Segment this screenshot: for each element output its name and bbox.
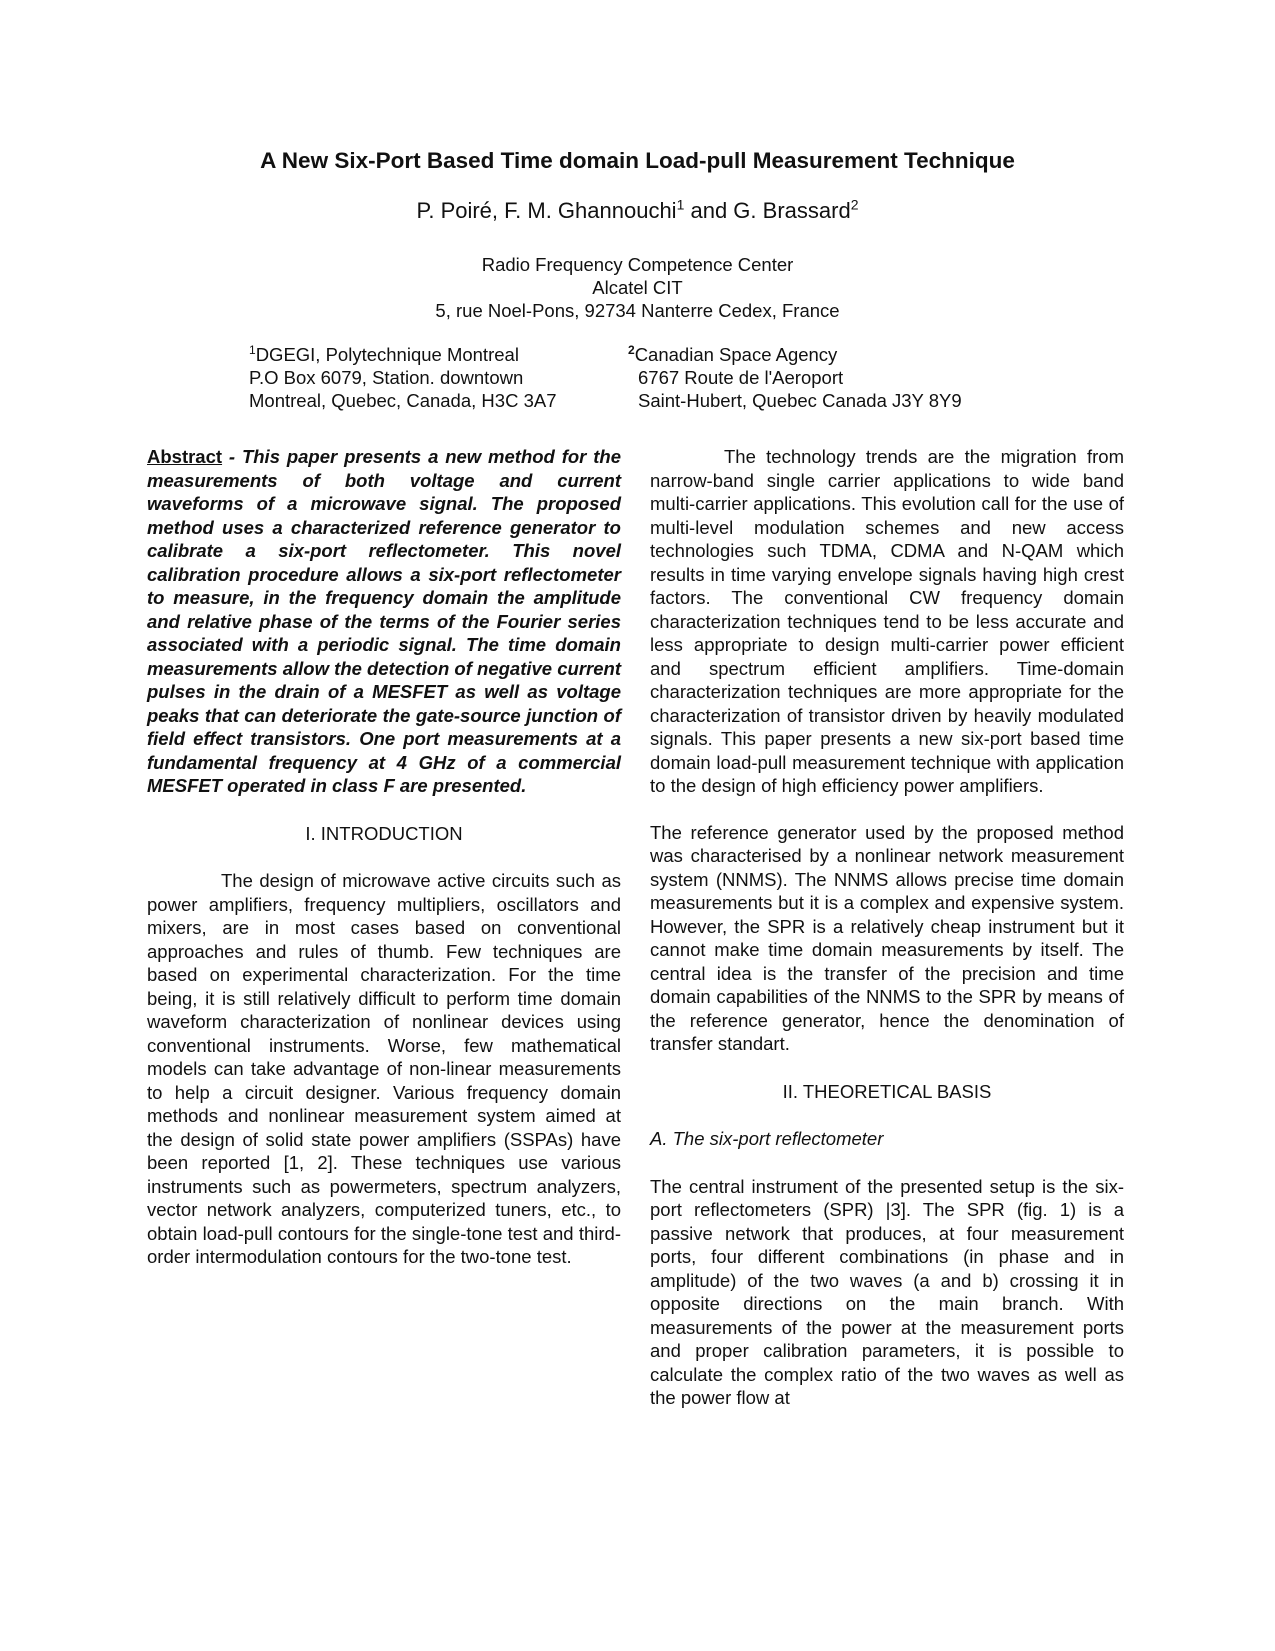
introduction-paragraph-3: The reference generator used by the proposed method was characterised by a nonlinear network measurement system (NNMS). The NNMS allows precise time domain measurements but it is a complex and expensive system. However, the SPR is a relatively cheap instrument but it cannot make time domain measurements by itself. The central idea is the transfer of the precision and time domain capabilities of the NNMS to the SPR by means of the reference generator, hence the denomination of transfer standart. xyxy=(650,821,1124,1054)
affiliation-2-marker: 2 xyxy=(628,342,635,357)
right-column xyxy=(650,445,1124,1410)
affiliation-1-line-1: DGEGI, Polytechnique Montreal xyxy=(255,344,519,365)
affiliation-1-line-2: P.O Box 6079, Station. downtown xyxy=(249,367,524,388)
introduction-paragraph-2: The technology trends are the migration from narrow-band single carrier applications to wide band multi-carrier applications. This evolution call for the use of multi-level modulation schemes and new access technologies such TDMA, CDMA and N-QAM which results in time varying envelope signals having high crest factors. The conventional CW frequency domain characterization techniques tend to be less accurate and less appropriate to design multi-carrier power efficient and spectrum efficient amplifiers. Time-domain characterization techniques are more appropriate for the characterization of transistor driven by heavily modulated signals. This paper presents a new six-port based time domain load-pull measurement technique with application to the design of high efficiency power amplifiers. xyxy=(650,446,1124,796)
abstract-separator: - xyxy=(222,446,242,467)
affiliation-1 xyxy=(249,343,556,412)
paper-title: A New Six-Port Based Time domain Load-pull Measurement Technique xyxy=(260,148,1015,173)
abstract xyxy=(147,445,621,798)
main-affiliation-line-1: Radio Frequency Competence Center xyxy=(481,254,794,275)
author-line xyxy=(0,198,1275,224)
abstract-label: Abstract xyxy=(147,446,223,467)
author-sup-2: 2 xyxy=(850,196,859,213)
affiliation-2-line-3: Saint-Hubert, Quebec Canada J3Y 8Y9 xyxy=(638,390,962,411)
affiliation-1-marker: 1 xyxy=(249,342,256,357)
main-affiliation-line-2: Alcatel CIT xyxy=(592,277,683,298)
main-affiliation-line-3: 5, rue Noel-Pons, 92734 Nanterre Cedex, France xyxy=(435,300,840,321)
theory-paragraph-1: The central instrument of the presented setup is the six-port reflectometers (SPR) |3]. The SPR (fig. 1) is a passive network that produces, at four measurement ports, four different combinations (in phase and in amplitude) of the two waves (a and b) crossing it in opposite directions on the main branch. With measurements of the power at the measurement ports and proper calibration parameters, it is possible to calculate the complex ratio of the two waves as well as the power flow at xyxy=(650,1175,1124,1408)
introduction-paragraph-1: The design of microwave active circuits such as power amplifiers, frequency multipliers, oscillators and mixers, are in most cases based on conventional approaches and rules of thumb. Few techniques are based on experimental characterization. For the time being, it is still relatively difficult to perform time domain waveform characterization of nonlinear devices using conventional instruments. Worse, few mathematical models can take advantage of non-linear measurements to help a circuit designer. Various frequency domain methods and nonlinear measurement system aimed at the design of solid state power amplifiers (SSPAs) have been reported [1, 2]. These techniques use various instruments such as powermeters, spectrum analyzers, vector network analyzers, computerized tuners, etc., to obtain load-pull contours for the single-tone test and third-order intermodulation contours for the two-tone test. xyxy=(147,870,621,1267)
abstract-text: This paper presents a new method for the measurements of both voltage and current waveforms of a microwave signal. The proposed method uses a characterized reference generator to calibrate a six-port reflectometer. This novel calibration procedure allows a six-port reflectometer to measure, in the frequency domain the amplitude and relative phase of the terms of the Fourier series associated with a periodic signal. The time domain measurements allow the detection of negative current pulses in the drain of a MESFET as well as voltage peaks that can deteriorate the gate-source junction of field effect transistors. One port measurements at a fundamental frequency at 4 GHz of a commercial MESFET operated in class F are presented. xyxy=(147,446,621,796)
author-names: P. Poiré, F. M. Ghannouchi xyxy=(416,198,677,223)
author-names-2: and G. Brassard xyxy=(684,198,851,223)
author-sup-1: 1 xyxy=(676,196,685,213)
affiliation-2-line-1: Canadian Space Agency xyxy=(634,344,838,365)
main-affiliation xyxy=(0,253,1275,322)
affiliation-1-line-3: Montreal, Quebec, Canada, H3C 3A7 xyxy=(249,390,557,411)
subsection-heading-six-port: A. The six-port reflectometer xyxy=(650,1128,884,1149)
left-column xyxy=(147,445,621,1269)
section-heading-introduction: I. INTRODUCTION xyxy=(305,822,463,844)
affiliation-2-line-2: 6767 Route de l'Aeroport xyxy=(638,367,844,388)
affiliation-2 xyxy=(628,343,962,412)
section-heading-theoretical-basis: II. THEORETICAL BASIS xyxy=(782,1080,992,1102)
